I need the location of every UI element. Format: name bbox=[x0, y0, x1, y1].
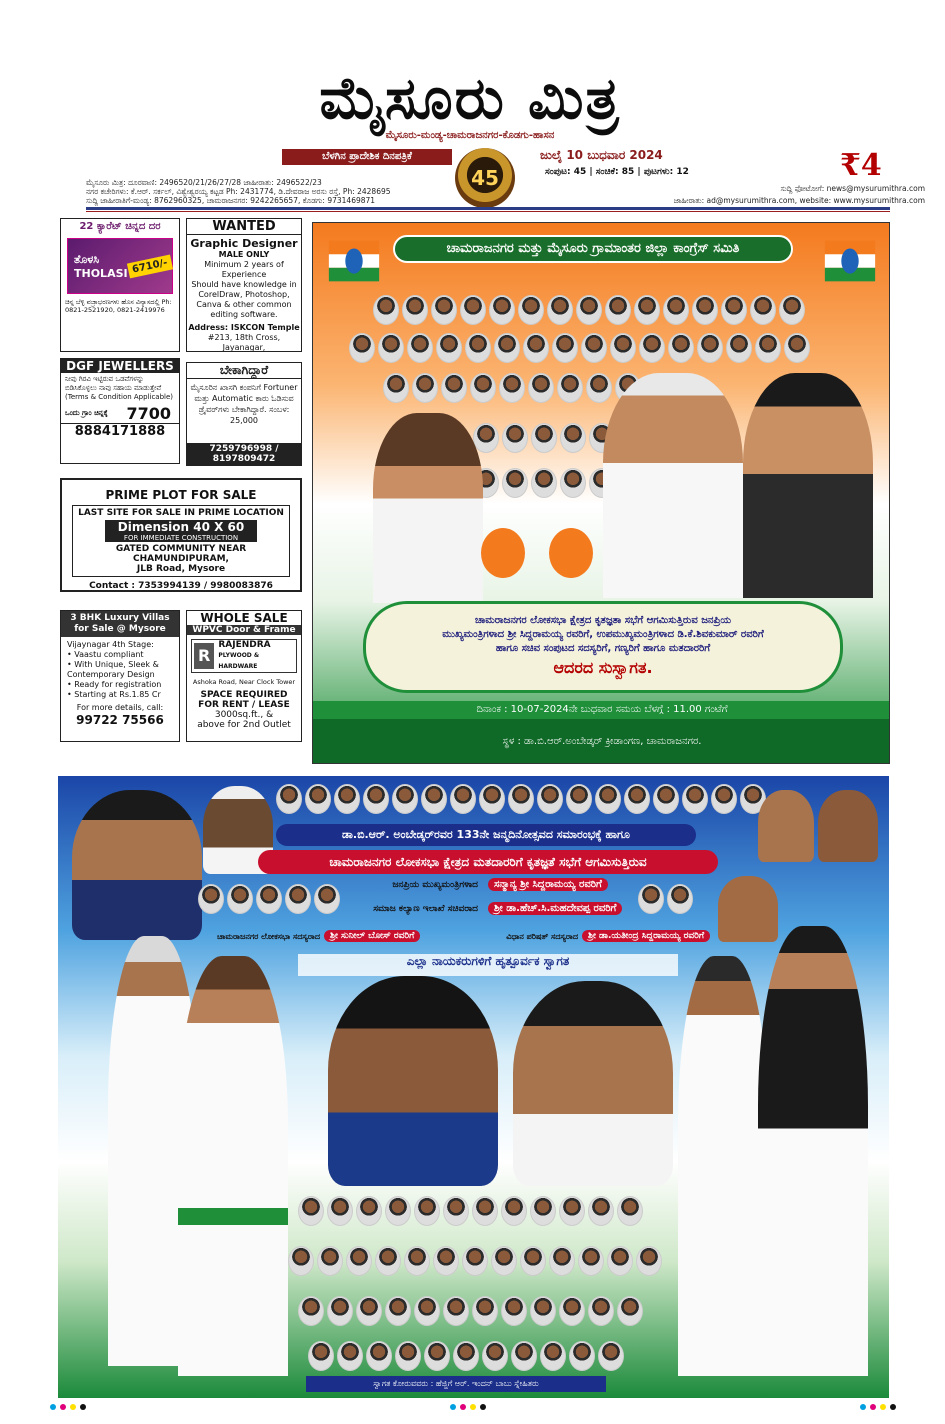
plot-dimension-sub: FOR IMMEDIATE CONSTRUCTION bbox=[105, 534, 257, 542]
leaders-row bbox=[638, 884, 693, 914]
contact-line-1: ಮೈಸೂರು ಮಿತ್ರ: ದೂರವಾಣಿ: 2496520/21/26/27/28 ಜಾಹೀರಾತು: 2496522/23 bbox=[86, 178, 322, 187]
leader-portrait bbox=[227, 884, 253, 914]
leader-portrait bbox=[559, 1196, 585, 1226]
ambedkar-jayanti-banner bbox=[58, 776, 889, 1398]
leader-portrait bbox=[552, 333, 578, 363]
brand-kannada: ತೊಳಸಿ bbox=[74, 252, 100, 266]
leader-portrait bbox=[337, 1341, 363, 1371]
leaders-row bbox=[308, 1341, 624, 1371]
leader-portrait bbox=[327, 1296, 353, 1326]
contact-email-news: ಸುದ್ದಿ ಫೋಟೋಗೆ: news@mysurumithra.com bbox=[780, 184, 925, 193]
guest-name-3: ಶ್ರೀ ಸುನೀಲ್ ಬೋಸ್ ರವರಿಗೆ bbox=[324, 930, 420, 942]
contact-line-3: ಸುದ್ದಿ ಜಾಹೀರಾತಿಗೆ-ಮಂಡ್ಯ: 8762960325, ಚಾಮರಾಜನಗರ: 9242265657, ಕೊಡಗು: 9731469871 bbox=[86, 196, 376, 205]
job-role: Graphic Designer bbox=[190, 237, 298, 250]
leader-portrait bbox=[537, 784, 563, 814]
ad-sub: LAST SITE FOR SALE IN PRIME LOCATION bbox=[78, 508, 284, 518]
masthead-rule bbox=[86, 207, 890, 210]
issue-date: ಜುಲೈ 10 ಬುಧವಾರ 2024 bbox=[540, 148, 663, 162]
leader-portrait bbox=[465, 333, 491, 363]
welcome-line-2: ಮುಖ್ಯಮಂತ್ರಿಗಳಾದ ಶ್ರೀ ಸಿದ್ದರಾಮಯ್ಯ ರವರಿಗೆ, ಉಪಮುಖ್ಯಮಂತ್ರಿಗಳಾದ ಡಿ.ಕೆ.ಶಿವಕುಮಾರ್ ರವರಿಗೆ bbox=[442, 629, 764, 640]
leader-portrait bbox=[479, 784, 505, 814]
leaders-row bbox=[383, 373, 641, 403]
gold-price: 6710/- bbox=[127, 254, 173, 278]
ad-headline: 22 ಕ್ಯಾರೆಟ್ ಚಿನ್ನದ ದರ bbox=[61, 219, 179, 234]
villa-features bbox=[61, 637, 179, 703]
leaders-row bbox=[373, 295, 805, 325]
leader-portrait bbox=[414, 1196, 440, 1226]
leader-portrait bbox=[334, 784, 360, 814]
banner-line-1: ಡಾ.ಬಿ.ಆರ್. ಅಂಬೇಡ್ಕರ್‌ರವರ 133ನೇ ಜನ್ಮದಿನೋತ್ಸವದ ಸಮಾರಂಭಕ್ಕೆ ಹಾಗೂ bbox=[276, 824, 696, 846]
banner-welcome: ಎಲ್ಲಾ ನಾಯಕರುಗಳಿಗೆ ಹೃತ್ಪೂರ್ವಕ ಸ್ವಾಗತ bbox=[298, 954, 678, 976]
banner-line-2: ಚಾಮರಾಜನಗರ ಲೋಕಸಭಾ ಕ್ಷೇತ್ರದ ಮತದಾರರಿಗೆ ಕೃತಜ್ಞತೆ ಸಭೆಗೆ ಆಗಮಿಸುತ್ತಿರುವ bbox=[258, 850, 718, 874]
leader-portrait bbox=[317, 1246, 343, 1276]
leader-portrait bbox=[298, 1296, 324, 1326]
ad-line: CorelDraw, Photoshop, bbox=[198, 290, 290, 299]
leader-portrait bbox=[549, 1246, 575, 1276]
masthead bbox=[0, 0, 945, 215]
ad-label: ಒಂದು ಗ್ರಾಂ ಚಿನ್ನಕ್ಕೆ bbox=[65, 409, 108, 417]
leader-portrait bbox=[346, 1246, 372, 1276]
welcome-message-box bbox=[363, 601, 843, 693]
leader-portrait bbox=[489, 295, 515, 325]
leader-portrait bbox=[726, 333, 752, 363]
leader-portrait-large bbox=[373, 413, 483, 603]
leader-portrait bbox=[285, 884, 311, 914]
print-registration-marks bbox=[860, 1404, 896, 1410]
banner-line-5: ಚಾಮರಾಜನಗರ ಲೋಕಸಭಾ ಸದಸ್ಯರಾದ bbox=[217, 932, 320, 941]
leader-portrait bbox=[501, 1196, 527, 1226]
leader-portrait bbox=[617, 1196, 643, 1226]
leader-portrait bbox=[395, 1341, 421, 1371]
leader-portrait bbox=[605, 295, 631, 325]
leader-portrait bbox=[453, 1341, 479, 1371]
ad-phone: 8884171888 bbox=[61, 423, 179, 439]
leader-portrait-large bbox=[743, 373, 873, 598]
leader-portrait bbox=[588, 1196, 614, 1226]
leader-portrait bbox=[366, 1341, 392, 1371]
masthead-rule-thin bbox=[86, 211, 890, 212]
leader-portrait bbox=[356, 1196, 382, 1226]
leader-portrait bbox=[755, 333, 781, 363]
leader-portrait bbox=[363, 784, 389, 814]
leader-portrait bbox=[501, 1296, 527, 1326]
plot-details bbox=[72, 505, 290, 577]
tagline: ಬೆಳಗಿನ ಪ್ರಾದೇಶಿಕ ದಿನಪತ್ರಿಕೆ bbox=[282, 149, 452, 165]
leader-portrait-large bbox=[513, 981, 673, 1186]
list-item: • Vaastu compliant bbox=[67, 650, 144, 659]
brand-sub: PLYWOOD & HARDWARE bbox=[218, 652, 260, 670]
brand-logo-icon: R bbox=[194, 643, 214, 669]
leader-portrait bbox=[721, 295, 747, 325]
leader-portrait-circle bbox=[481, 528, 525, 578]
ad-wanted-designer[interactable] bbox=[186, 218, 302, 352]
banner-title: ಚಾಮರಾಜನಗರ ಮತ್ತು ಮೈಸೂರು ಗ್ರಾಮಾಂತರ ಜಿಲ್ಲಾ ಕಾಂಗ್ರೆಸ್ ಸಮಿತಿ bbox=[393, 235, 793, 263]
leader-portrait bbox=[581, 333, 607, 363]
leader-portrait-large bbox=[328, 976, 498, 1186]
leader-portrait bbox=[598, 1341, 624, 1371]
gold-amount: 7700 bbox=[126, 404, 171, 423]
leader-portrait bbox=[520, 1246, 546, 1276]
leader-portrait bbox=[530, 1196, 556, 1226]
leaders-row bbox=[473, 468, 615, 498]
leader-portrait bbox=[784, 333, 810, 363]
leader-portrait bbox=[443, 1196, 469, 1226]
newspaper-title: ಮೈಸೂರು ಮಿತ್ರ bbox=[319, 64, 621, 132]
leader-portrait bbox=[385, 1196, 411, 1226]
banner-line-3: ಜನಪ್ರಿಯ ಮುಖ್ಯಮಂತ್ರಿಗಳಾದ bbox=[392, 880, 478, 890]
leader-portrait bbox=[638, 884, 664, 914]
leader-portrait bbox=[407, 333, 433, 363]
guest-name-1: ಸನ್ಮಾನ್ಯ ಶ್ರೀ ಸಿದ್ದರಾಮಯ್ಯ ರವರಿಗೆ bbox=[488, 878, 608, 891]
rent-lease: FOR RENT / LEASE bbox=[198, 700, 290, 710]
ad-address: Ashoka Road, Near Clock Tower bbox=[192, 678, 296, 686]
ad-headline: 3 BHK Luxury Villas for Sale @ Mysore bbox=[61, 611, 179, 637]
ad-dgf-jewellers[interactable] bbox=[60, 358, 180, 464]
welcome-line-3: ಹಾಗೂ ಸಚಿವ ಸಂಪುಟದ ಸದಸ್ಯರಿಗೆ, ಗಣ್ಯರಿಗೆ ಹಾಗೂ ಮತದಾರರಿಗೆ bbox=[495, 643, 711, 654]
congress-hand-logo-icon bbox=[821, 233, 879, 291]
leader-portrait bbox=[433, 1246, 459, 1276]
list-item: • Starting at Rs.1.85 Cr bbox=[67, 690, 161, 699]
leader-portrait bbox=[356, 1296, 382, 1326]
leader-portrait-large bbox=[603, 373, 743, 598]
leader-portrait bbox=[502, 468, 528, 498]
ad-wholesale[interactable] bbox=[186, 610, 302, 742]
leader-portrait bbox=[431, 295, 457, 325]
leader-portrait bbox=[412, 373, 438, 403]
leader-portrait bbox=[508, 784, 534, 814]
brand-block bbox=[191, 639, 297, 673]
ad-headline: WANTED bbox=[187, 219, 301, 235]
contact-email-ad: ಜಾಹೀರಾತು: ad@mysurumithra.com, website: www.mysurumithra.com bbox=[673, 196, 925, 205]
leader-portrait bbox=[385, 1296, 411, 1326]
leader-portrait bbox=[305, 784, 331, 814]
event-venue: ಸ್ಥಳ : ಡಾ.ಬಿ.ಆರ್.ಅಂಬೇಡ್ಕರ್ ಕ್ರೀಡಾಂಗಣ, ಚಾಮರಾಜನಗರ. bbox=[313, 719, 890, 764]
leader-portrait bbox=[668, 333, 694, 363]
event-date-time: ದಿನಾಂಕ : 10-07-2024ನೇ ಬುಧವಾರ ಸಮಯ ಬೆಳಗ್ಗೆ : 11.00 ಗಂಟೆಗೆ bbox=[313, 701, 890, 719]
ad-contact: Contact : 7353994139 / 9980083876 bbox=[89, 581, 273, 591]
print-registration-marks bbox=[450, 1404, 486, 1410]
leader-portrait bbox=[540, 1341, 566, 1371]
leader-portrait bbox=[276, 784, 302, 814]
leader-portrait bbox=[578, 1246, 604, 1276]
congress-welcome-banner bbox=[312, 222, 890, 764]
leader-portrait bbox=[383, 373, 409, 403]
ambedkar-portrait bbox=[72, 790, 202, 940]
ad-wanted-drivers[interactable] bbox=[186, 362, 302, 466]
tholasi-logo bbox=[67, 238, 173, 294]
leader-portrait bbox=[523, 333, 549, 363]
leader-portrait bbox=[530, 1296, 556, 1326]
brand-name: RAJENDRA bbox=[218, 640, 271, 650]
leader-portrait bbox=[586, 373, 612, 403]
leader-portrait bbox=[491, 1246, 517, 1276]
leader-portrait bbox=[298, 1196, 324, 1226]
area: 3000sq.ft., & bbox=[214, 710, 274, 720]
leader-portrait-circle bbox=[549, 528, 593, 578]
leader-portrait bbox=[511, 1341, 537, 1371]
leader-portrait bbox=[531, 423, 557, 453]
volume-info: ಸಂಪುಟ: 45 | ಸಂಚಿಕೆ: 85 | ಪುಟಗಳು: 12 bbox=[545, 167, 689, 177]
leader-portrait bbox=[624, 784, 650, 814]
leader-portrait bbox=[327, 1196, 353, 1226]
leader-portrait bbox=[569, 1341, 595, 1371]
leader-portrait bbox=[421, 784, 447, 814]
welcome-heading: ಆದರದ ಸುಸ್ವಾಗತ. bbox=[553, 658, 653, 677]
leader-portrait bbox=[472, 1296, 498, 1326]
plot-location: GATED COMMUNITY NEAR CHAMUNDIPURAM, bbox=[115, 544, 247, 564]
ad-line: Canva & other common editing software. bbox=[196, 300, 292, 319]
ad-line: Minimum 2 years of Experience bbox=[204, 260, 284, 279]
leader-portrait bbox=[528, 373, 554, 403]
leader-portrait bbox=[576, 295, 602, 325]
leader-portrait bbox=[547, 295, 573, 325]
leader-portrait bbox=[566, 784, 592, 814]
ad-headline: DGF JEWELLERS bbox=[61, 359, 179, 373]
list-item: • Ready for registration bbox=[67, 680, 162, 689]
ad-phone: 7259796998 / 8197809472 bbox=[187, 443, 301, 465]
list-item: • With Unique, Sleek & Contemporary Design bbox=[67, 660, 159, 679]
leader-portrait bbox=[288, 1246, 314, 1276]
leader-portrait bbox=[392, 784, 418, 814]
leader-portrait bbox=[636, 1246, 662, 1276]
leader-portrait bbox=[472, 1196, 498, 1226]
leader-portrait bbox=[595, 784, 621, 814]
leader-standing bbox=[678, 956, 768, 1376]
leader-portrait bbox=[588, 1296, 614, 1326]
ad-text: ಚಿನ್ನ ಬೆಳ್ಳಿ ವಜ್ರಾಭರಣಗಳು ಹೊಸ ವಿನ್ಯಾಸದಲ್ಲಿ Ph: 0821-2521920, 0821-2419976 bbox=[65, 298, 172, 314]
ad-line: #213, 18th Cross, Jayanagar, bbox=[207, 333, 281, 352]
ad-line: Address: ISKCON Temple bbox=[188, 323, 300, 332]
ad-prime-plot[interactable] bbox=[60, 478, 302, 592]
leader-portrait bbox=[518, 295, 544, 325]
leader-portrait bbox=[663, 295, 689, 325]
leader-portrait bbox=[378, 333, 404, 363]
ad-headline: WHOLE SALE bbox=[200, 611, 288, 625]
plot-dimension: Dimension 40 X 60 bbox=[105, 520, 257, 534]
leader-portrait bbox=[653, 784, 679, 814]
leader-portrait bbox=[441, 373, 467, 403]
leader-portrait bbox=[559, 1296, 585, 1326]
leader-portrait bbox=[402, 295, 428, 325]
congress-hand-logo-icon bbox=[325, 233, 383, 291]
ad-line: MALE ONLY bbox=[218, 250, 270, 259]
leader-portrait bbox=[557, 373, 583, 403]
leader-standing bbox=[758, 926, 868, 1376]
leader-portrait bbox=[667, 884, 693, 914]
leader-portrait bbox=[460, 295, 486, 325]
space-required: SPACE REQUIRED bbox=[200, 690, 288, 700]
leader-portrait bbox=[617, 1296, 643, 1326]
leader-portrait bbox=[711, 784, 737, 814]
leader-portrait bbox=[692, 295, 718, 325]
leader-portrait bbox=[470, 373, 496, 403]
leaders-row bbox=[288, 1246, 662, 1276]
leader-portrait bbox=[639, 333, 665, 363]
leader-standing bbox=[178, 956, 288, 1376]
ad-tholasi-gold-rate[interactable] bbox=[60, 218, 180, 352]
leader-portrait bbox=[373, 295, 399, 325]
guest-name-4: ಶ್ರೀ ಡಾ.ಯತೀಂದ್ರ ಸಿದ್ದರಾಮಯ್ಯ ರವರಿಗೆ bbox=[582, 930, 710, 942]
leaders-row bbox=[198, 884, 340, 914]
leader-portrait bbox=[818, 790, 878, 862]
leaders-row bbox=[298, 1296, 643, 1326]
leader-portrait bbox=[473, 423, 499, 453]
leader-portrait bbox=[560, 423, 586, 453]
leader-portrait bbox=[494, 333, 520, 363]
leader-portrait bbox=[697, 333, 723, 363]
ad-sub: WPVC Door & Frame bbox=[187, 625, 301, 635]
anniversary-emblem bbox=[455, 148, 515, 208]
leader-portrait bbox=[462, 1246, 488, 1276]
ad-line: Should have knowledge in bbox=[191, 280, 297, 289]
area-2: above for 2nd Outlet bbox=[197, 720, 291, 730]
leader-portrait bbox=[256, 884, 282, 914]
leader-portrait bbox=[349, 333, 375, 363]
leader-portrait bbox=[634, 295, 660, 325]
leader-portrait bbox=[308, 1341, 334, 1371]
banner-footer: ಸ್ವಾಗತ ಕೋರುವವರು : ಹೆಜ್ಜಿಗೆ ಆರ್. ಇಂದನ್ ಬಾಬು ಸ್ನೇಹಿತರು bbox=[306, 1376, 606, 1392]
plot-location-2: JLB Road, Mysore bbox=[136, 564, 226, 574]
ad-text: ನೀವು ಗಿರವಿ ಇಟ್ಟಿರುವ ಒಡವೆಗಳನ್ನು ಬಿಡಿಸಿಕೊಳ್ಳಲು ನಾವು ಸಹಾಯ ಮಾಡುತ್ತೇವೆ (Terms & Condition Applicable) bbox=[65, 375, 174, 401]
list-item: Vijaynagar 4th Stage: bbox=[67, 640, 154, 649]
banner-line-4: ಸಮಾಜ ಕಲ್ಯಾಣ ಇಲಾಖೆ ಸಚಿವರಾದ bbox=[373, 904, 478, 914]
leaders-row bbox=[473, 423, 615, 453]
leaders-row bbox=[298, 1196, 643, 1226]
contact-line-2: ನಗರ ಕಚೇರಿಗಳು: ಕೆ.ಆರ್. ಸರ್ಕಲ್, ವಿಶ್ವೇಶ್ವರಯ್ಯ ಕಟ್ಟಡ Ph: 2431774, ಡಿ.ದೇವರಾಜ ಅರಸು ರಸ್ತೆ, Ph: 2428695 bbox=[86, 187, 391, 196]
welcome-line-1: ಚಾಮರಾಜನಗರ ಲೋಕಸಭಾ ಕ್ಷೇತ್ರದ ಕೃತಜ್ಞತಾ ಸಭೆಗೆ ಆಗಮಿಸುತ್ತಿರುವ ಜನಪ್ರಿಯ bbox=[474, 615, 732, 626]
leader-portrait bbox=[779, 295, 805, 325]
leaders-row bbox=[349, 333, 810, 363]
ad-phone: 99722 75566 bbox=[76, 713, 164, 727]
ad-text: ಮೈಸೂರಿನ ಖಾಸಗಿ ಕಂಪನಿಗೆ Fortuner ಮತ್ತು Automatic ಕಾರು ಓಡಿಸುವ ಡ್ರೈವರ್‌ಗಳು ಬೇಕಾಗಿದ್ದಾರೆ. ಸಂಬಳ: 25,000 bbox=[190, 383, 298, 425]
leader-portrait bbox=[424, 1341, 450, 1371]
leader-portrait bbox=[682, 784, 708, 814]
ad-headline: ಬೇಕಾಗಿದ್ದಾರೆ bbox=[187, 363, 301, 379]
leader-portrait bbox=[414, 1296, 440, 1326]
leader-portrait bbox=[610, 333, 636, 363]
banner-line-6: ವಿಧಾನ ಪರಿಷತ್ ಸದಸ್ಯರಾದ bbox=[506, 932, 578, 941]
leader-portrait bbox=[436, 333, 462, 363]
leader-portrait bbox=[443, 1296, 469, 1326]
leader-portrait bbox=[758, 790, 814, 862]
leader-portrait bbox=[482, 1341, 508, 1371]
brand-english: THOLASI bbox=[74, 266, 128, 280]
emblem-number: 45 bbox=[471, 166, 499, 190]
leader-portrait bbox=[560, 468, 586, 498]
leader-portrait bbox=[314, 884, 340, 914]
leader-portrait bbox=[450, 784, 476, 814]
leader-portrait bbox=[404, 1246, 430, 1276]
leader-portrait bbox=[607, 1246, 633, 1276]
leader-portrait bbox=[502, 423, 528, 453]
leader-portrait bbox=[718, 876, 778, 942]
print-registration-marks bbox=[50, 1404, 86, 1410]
ad-headline: PRIME PLOT FOR SALE bbox=[105, 488, 257, 502]
leader-portrait bbox=[198, 884, 224, 914]
region-line: ಮೈಸೂರು-ಮಂಡ್ಯ-ಚಾಮರಾಜನಗರ-ಕೊಡಗು-ಹಾಸನ bbox=[385, 130, 555, 141]
guest-name-2: ಶ್ರೀ ಡಾ.ಹೆಚ್.ಸಿ.ಮಹದೇವಪ್ಪ ರವರಿಗೆ bbox=[488, 902, 622, 915]
ad-note: For more details, call: bbox=[76, 703, 164, 712]
leader-portrait bbox=[750, 295, 776, 325]
leader-portrait bbox=[531, 468, 557, 498]
leaders-row bbox=[276, 784, 766, 814]
ad-luxury-villas[interactable] bbox=[60, 610, 180, 742]
leader-portrait bbox=[499, 373, 525, 403]
leader-portrait bbox=[375, 1246, 401, 1276]
price: ₹4 bbox=[840, 148, 882, 183]
